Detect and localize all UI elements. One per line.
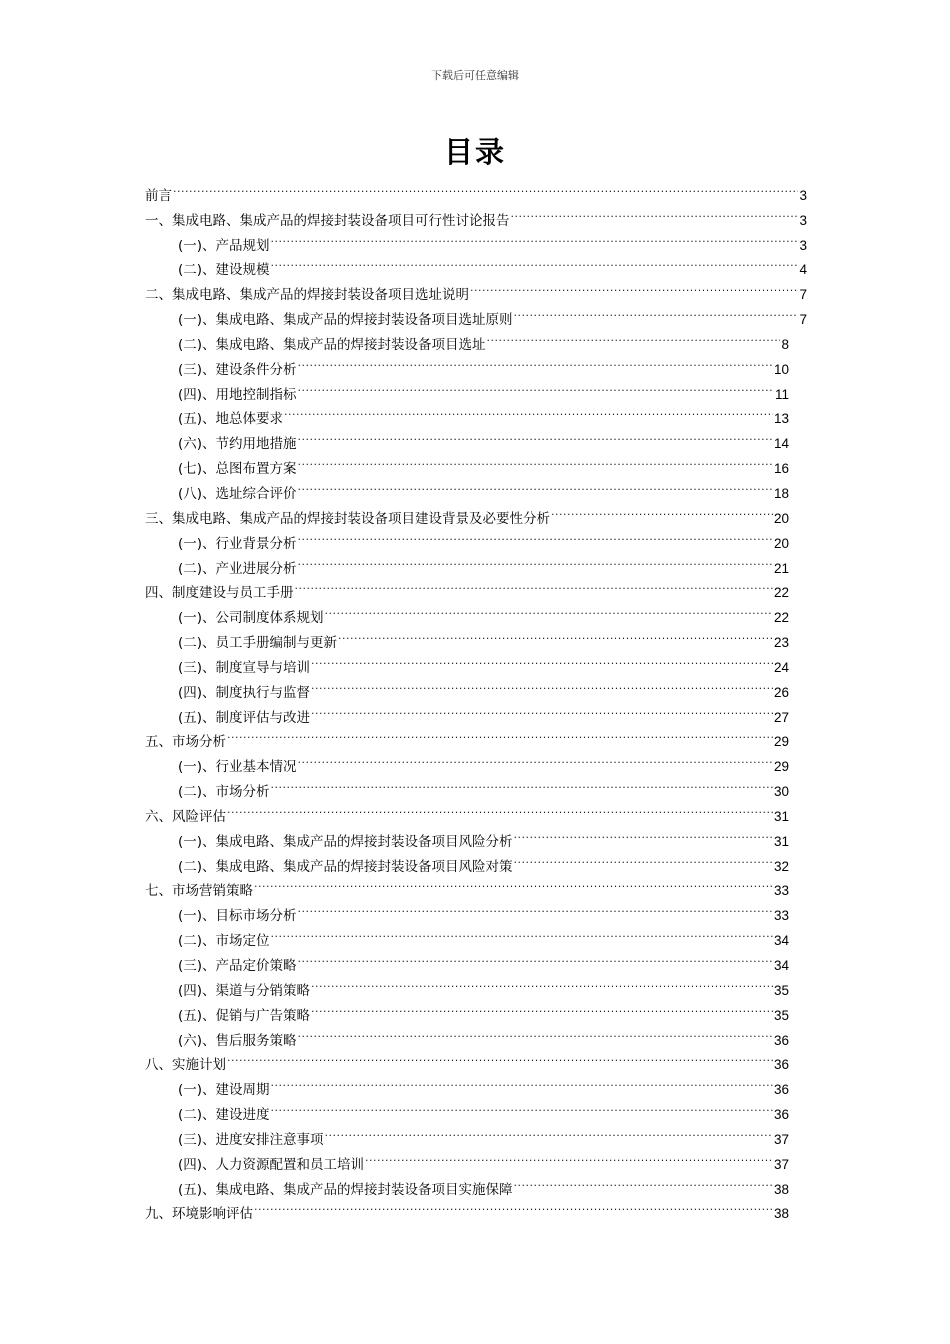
toc-entry-page: 22 <box>773 585 789 601</box>
toc-leader-dots <box>514 846 773 871</box>
toc-entry-page: 4 <box>799 262 807 278</box>
toc-leader-dots <box>298 1020 773 1045</box>
toc-entry[interactable] <box>145 1069 789 1099</box>
toc-entry-label: (六)、节约用地措施 <box>178 436 297 453</box>
toc-entry-label: (一)、目标市场分析 <box>178 908 297 925</box>
toc-entry[interactable] <box>145 821 789 850</box>
toc-entry-label: (一)、行业背景分析 <box>178 535 297 552</box>
toc-entry-label: (三)、产品定价策略 <box>178 958 297 974</box>
toc-leader-dots <box>514 299 799 324</box>
toc-entry-label: (一)、集成电路、集成产品的焊接封装设备项目选址原则 <box>178 312 513 329</box>
toc-entry-page: 11 <box>774 386 789 402</box>
toc-entry-page: 14 <box>773 436 789 452</box>
toc-entry-page: 20 <box>773 535 789 551</box>
toc-leader-dots <box>298 423 773 448</box>
toc-entry-label: 三、集成电路、集成产品的焊接封装设备项目建设背景及必要性分析 <box>145 510 550 527</box>
toc-entry-page: 30 <box>773 784 789 800</box>
toc-leader-dots <box>227 722 773 747</box>
toc-leader-dots <box>298 349 773 374</box>
toc-leader-dots <box>514 1169 773 1194</box>
toc-entry-label: 七、市场营销策略 <box>145 883 253 900</box>
toc-leader-dots <box>511 200 799 225</box>
toc-entry-label: (六)、售后服务策略 <box>178 1032 297 1049</box>
toc-entry-page: 21 <box>773 560 789 576</box>
toc-entry-page: 8 <box>781 336 789 352</box>
toc-entry-label: (三)、制度宣导与培训 <box>178 659 311 676</box>
toc-entry-page: 7 <box>799 312 807 328</box>
toc-leader-dots <box>298 548 773 573</box>
toc-leader-dots <box>254 1194 773 1219</box>
toc-entry-page: 13 <box>773 411 789 427</box>
toc-entry-label: 八、实施计划 <box>145 1057 226 1074</box>
toc-entry-page: 16 <box>773 461 789 477</box>
toc-entry-page: 36 <box>773 1032 789 1048</box>
toc-entry-page: 7 <box>799 287 807 303</box>
toc-leader-dots <box>298 523 773 548</box>
toc-entry-label: (四)、人力资源配置和员工培训 <box>178 1156 365 1173</box>
toc-entry-page: 36 <box>773 1107 789 1123</box>
toc-leader-dots <box>298 895 773 920</box>
toc-entry-label: (四)、用地控制指标 <box>178 386 297 403</box>
toc-entry-label: (五)、集成电路、集成产品的焊接封装设备项目实施保障 <box>178 1181 513 1198</box>
toc-leader-dots <box>311 697 773 722</box>
toc-leader-dots <box>470 274 798 299</box>
toc-entry-page: 38 <box>773 1181 789 1197</box>
toc-entry-page: 3 <box>799 187 807 203</box>
toc-entry-label: 前言 <box>145 187 172 204</box>
toc-entry-page: 31 <box>773 808 789 824</box>
toc-leader-dots <box>271 1069 773 1094</box>
toc-leader-dots <box>298 448 773 473</box>
toc-leader-dots <box>173 175 798 200</box>
toc-leader-dots <box>311 672 773 697</box>
toc-entry-label: (二)、市场分析 <box>178 784 270 801</box>
toc-entry-page: 34 <box>773 933 789 949</box>
toc-leader-dots <box>271 771 773 796</box>
toc-entry-page: 22 <box>773 610 789 626</box>
toc-entry-label: (五)、促销与广告策略 <box>178 1007 311 1024</box>
toc-entry-page: 33 <box>773 883 789 899</box>
toc-leader-dots <box>271 225 799 250</box>
toc-leader-dots <box>311 970 773 995</box>
toc-entry-label: (三)、进度安排注意事项 <box>178 1131 324 1148</box>
toc-leader-dots <box>311 995 773 1020</box>
toc-entry-label: (一)、集成电路、集成产品的焊接封装设备项目风险分析 <box>178 833 513 850</box>
toc-entry-page: 3 <box>799 212 807 228</box>
toc-leader-dots <box>298 374 774 399</box>
toc-entry-page: 37 <box>773 1156 789 1172</box>
header-note: 下载后可任意编辑 <box>431 69 519 82</box>
toc-entry-page: 29 <box>773 759 789 775</box>
toc-entry-page: 10 <box>773 361 789 377</box>
toc-entry-page: 32 <box>773 858 789 874</box>
toc-entry-label: (五)、地总体要求 <box>178 411 284 428</box>
toc-entry-label: 六、风险评估 <box>145 808 226 825</box>
toc-leader-dots <box>271 920 773 945</box>
toc-leader-dots <box>365 1144 773 1169</box>
toc-entry-page: 18 <box>773 485 789 501</box>
toc-entry-page: 36 <box>773 1057 789 1073</box>
toc-leader-dots <box>325 1119 773 1144</box>
toc-entry-label: (二)、建设规模 <box>178 262 270 279</box>
toc-entry-label: (一)、建设周期 <box>178 1082 270 1099</box>
toc-entry-label: (二)、市场定位 <box>178 933 270 950</box>
toc-entry-page: 24 <box>773 659 789 675</box>
toc-entry-label: 九、环境影响评估 <box>145 1206 253 1223</box>
toc-leader-dots <box>271 250 799 275</box>
toc-leader-dots <box>325 597 773 622</box>
toc-entry-page: 36 <box>773 1082 789 1098</box>
toc-leader-dots <box>284 399 773 424</box>
toc-leader-dots <box>254 871 773 896</box>
toc-entry-label: (一)、行业基本情况 <box>178 759 297 776</box>
toc-entry-label: (二)、员工手册编制与更新 <box>178 635 338 652</box>
toc-leader-dots <box>338 622 773 647</box>
toc-entry-page: 20 <box>773 510 789 526</box>
toc-entry-page: 27 <box>773 709 789 725</box>
toc-entry-label: (八)、选址综合评价 <box>178 485 297 502</box>
toc-entry[interactable] <box>145 746 789 776</box>
toc-entry-page: 31 <box>773 833 789 849</box>
toc-leader-dots <box>227 796 773 821</box>
toc-entry-label: (二)、建设进度 <box>178 1107 270 1124</box>
toc-entry-page: 23 <box>773 635 789 651</box>
toc-entry-page: 3 <box>799 237 807 253</box>
table-of-contents <box>145 175 807 1223</box>
toc-entry-label: (一)、公司制度体系规划 <box>178 610 324 627</box>
toc-leader-dots <box>514 821 773 846</box>
toc-leader-dots <box>298 746 773 771</box>
toc-leader-dots <box>227 1045 773 1070</box>
toc-entry-label: 一、集成电路、集成产品的焊接封装设备项目可行性讨论报告 <box>145 212 510 229</box>
toc-entry-label: (三)、建设条件分析 <box>178 361 297 378</box>
toc-entry-page: 37 <box>773 1131 789 1147</box>
toc-entry-label: 二、集成电路、集成产品的焊接封装设备项目选址说明 <box>145 287 469 304</box>
toc-entry[interactable] <box>145 722 789 751</box>
toc-leader-dots <box>295 573 773 598</box>
toc-leader-dots <box>271 1094 773 1119</box>
toc-leader-dots <box>311 647 773 672</box>
page-title: 目录 <box>443 135 506 169</box>
toc-leader-dots <box>298 473 773 498</box>
toc-entry[interactable] <box>145 1045 789 1074</box>
toc-entry-page: 33 <box>773 908 789 924</box>
toc-leader-dots <box>487 324 781 349</box>
toc-leader-dots <box>551 498 773 523</box>
toc-entry-page: 38 <box>773 1206 789 1222</box>
toc-entry-page: 35 <box>773 982 789 998</box>
toc-entry-label: (二)、集成电路、集成产品的焊接封装设备项目风险对策 <box>178 858 513 875</box>
toc-entry-page: 34 <box>773 958 789 973</box>
toc-entry-label: (一)、产品规划 <box>178 237 270 254</box>
toc-entry[interactable] <box>145 796 789 825</box>
toc-entry-label: (七)、总图布置方案 <box>178 461 297 478</box>
toc-entry-label: (四)、制度执行与监督 <box>178 684 311 701</box>
toc-entry-label: (五)、制度评估与改进 <box>178 709 311 726</box>
toc-entry-page: 29 <box>773 734 789 750</box>
toc-entry[interactable] <box>145 200 807 229</box>
toc-entry-label: 四、制度建设与员工手册 <box>145 585 294 602</box>
toc-entry-label: (四)、渠道与分销策略 <box>178 982 311 999</box>
toc-entry[interactable] <box>145 175 807 204</box>
toc-entry-label: (二)、产业进展分析 <box>178 560 297 577</box>
toc-entry-page: 35 <box>773 1007 789 1023</box>
toc-entry-page: 26 <box>773 684 789 700</box>
toc-leader-dots <box>298 945 773 970</box>
toc-entry-label: (二)、集成电路、集成产品的焊接封装设备项目选址 <box>178 336 486 353</box>
toc-entry-label: 五、市场分析 <box>145 734 226 751</box>
